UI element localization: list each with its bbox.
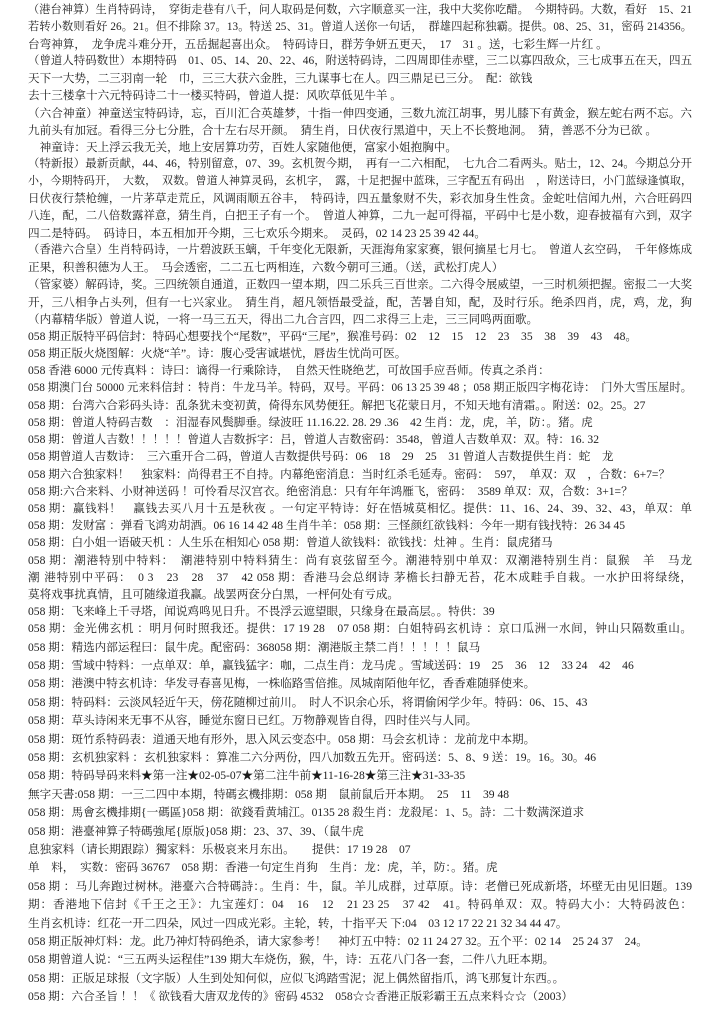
- text-line: 058 期：港澳中特玄机诗：华发寻春喜见梅，一株临路雪倍推。凤城南陌他年忆，香香难随驿使来。: [28, 677, 536, 691]
- text-line: 单 料， 实数：密码 36767 058 期：香港一句定生肖狗 生肖：龙：虎，羊，防：。猪。虎: [28, 861, 498, 875]
- text-line: 058 期：发财富 ：弹看飞鸿劝胡酒。06 16 14 42 48 生肖牛羊：058 期：三怪颜红欲钱料：今年一期有钱找特：26 34 45: [28, 519, 626, 533]
- text-line: 开，三八相争占头列，但有一七兴家业。 猜生肖，超凡领悟最受益，配，苦暑自知，配，及时行乐。绝杀四肖，虎，鸡，龙，狗: [28, 295, 692, 309]
- text-line: 058 期：馬會玄機排期{一碼區}058 期：欲錢看黄埔江。0135 28 殺生肖：龙殺尾：1、5。詩：二十数满深道求: [28, 806, 585, 820]
- text-line: （港台神算）生肖特码诗， 穿街走巷有八千，问人取码是何数，六字顺意买一注，我中大奖你吃醋。 今期特码。大数，看好 15、21: [28, 3, 692, 16]
- text-line: （六合神童）神童送宝特码诗，忘，百川汇合英雄梦，十指一伸四变通，三数九流江胡事，男儿膝下有黄金，猴左蛇右两不忘。六: [28, 106, 692, 120]
- text-line: 058 期：飞来峰上千寻塔，闻说鸡鸣见日升。不畏浮云遮望眼，只缘身在最高层。。特供：39: [28, 605, 495, 619]
- text-line: 058 期六合独家料！ 独家料：尚得君王不自持。内幕绝密消息：当时红杀毛延寿。密码： 597， 单双：双 ，合数：6+7=？: [28, 467, 671, 481]
- text-line: 八连，配，二八倍数露祥意，猜生肖，白把王子有一个。 曾道人神算，二九一起可得福，平码中七是小数，迎春披福有六到，双字: [28, 209, 692, 222]
- text-line: 正果，积善积德为人王。 马会透密，二二五七两相连，六数今朝可三通。（送，武松打虎人）: [28, 261, 504, 275]
- text-line: 058 期：精选内部运程曰：鼠牛虎。配密码：368058 期：潮港版主禁二肖！！！！！鼠马: [28, 640, 481, 654]
- text-line: 058 期：特码导码来料★第一注★02-05-07★第二注牛前★11-16-28★第三注★31-33-35: [28, 769, 466, 783]
- text-line: 058 期正版特平码信封：特码心想要找个“尾数”，平码“三尾”，猴准号码：02 12 15 12 23 35 38 39 43 48。: [28, 330, 637, 344]
- text-line: 058 期：港臺神算子特碼強尾{原版}058 期：23、37、39、（鼠牛虎: [28, 824, 364, 838]
- text-line: （香港六合皇）生肖特码诗，一片碧波跃玉螭，千年变化无限新，天涯海角家家赛，银何摘星七月七。 曾道人玄空码， 千年修炼成: [28, 244, 692, 257]
- text-line: 058 期曾道人说：“三五两头运程佳”139 期大车烧伤，猴，牛，诗：五花八门各一套，二件八九旺本期。: [28, 953, 555, 967]
- text-line: 九前头有加冠。看得三分七分胜，合十左右尽开颜。 猜生肖，日伏夜行黑道中，天上不长赘地洞。 猜，善恶不分为已欲 。: [28, 123, 657, 137]
- text-line: 058 期：玄机独家料 ：玄机独家料 ：算准二六分两份，四八加数五先开。密码送：5、8、9 送：19。16。30。46: [28, 750, 597, 764]
- text-line: 058 期：正版足球报（文字版）人生到处知何似，应似飞鸿踏雪泥；泥上偶然留指爪，鸿飞那复计东西。。: [28, 971, 565, 985]
- text-line: 058 期:六合来料、小财神送码 ！可怜看尽汉宫衣。绝密消息：只有年年鸿雁飞，密码： 3589 单双：双，合数：3+1=？: [28, 484, 633, 498]
- text-line: 058 期：曾道人吉数！！！！！曾道人吉数拆字：吕，曾道人吉数密码：3548，曾道人吉数单双：双。特：16. 32: [28, 433, 599, 447]
- text-line: 莫将戏事扰真情，且可随缘道我赢。战罢两奁分白黑，一枰何处有亏成。: [28, 587, 400, 601]
- text-line: 058 期正版火烧图解：火烧“羊”。诗：腹心受害诚堪忧，唇齿生忧尚可医。: [28, 347, 407, 361]
- text-line: （管家婆）解码诗，奖。三四统领自通道，正数四一望本期，四二乐兵三百世亲。二六得令展威望，一三时机须把握。密报二一大奖: [28, 278, 692, 291]
- text-line: （内幕精华版）曾道人说，一将一马三五天，得出二九合言四，四二求得三上走，三三同鸣两面歌。: [28, 312, 539, 326]
- text-line: 058 期正版神灯料：龙。此乃神灯特码绝杀，请大家参考！ 神灯五中特：02 11 24 27 32。五个平：02 14 25 24 37 24。: [28, 934, 648, 948]
- text-line: 無字天書:058 期：一三二四中本期，特碼玄機排期：058 期 鼠前鼠后开本期。 25 11 39 48: [28, 787, 510, 801]
- text-line: 若转小数则看好 26。21。但不排除 37。13。特送 25、31。曾道人送你一句话， 群雄四起称独霸。提供。08、25、31，密码 214356。: [28, 20, 692, 33]
- text-line: 058 期：草头诗闲来无事不从容，睡觉东窗日已红。万物静观皆自得，四时佳兴与人同。: [28, 714, 478, 728]
- text-line: 058 期：白小姐一语破天机 ：人生乐在相知心 058 期：曾道人欲钱料：欲钱找：灶神 。生肖：鼠虎猪马: [28, 536, 553, 550]
- text-line: 058 期：金光佛玄机 ：明月何时照我还。提供：17 19 28 07 058 期：白姐特码玄机诗 ：京口瓜洲一水间，钟山只隔数重山。: [28, 622, 692, 636]
- text-line: 058 期：六合圣旨 ！！《 欲钱看大唐双龙传的》密码 4532 058☆☆香港正版彩霸王五点来料☆☆（2003）: [28, 990, 573, 1004]
- text-line: 小，今期特码开， 大数， 双数。曾道人神算灵码，玄机字， 露，十足把握中蓝珠，三字配五有码出 ，附送诗曰，小门蓝绿逢慎取，: [28, 175, 692, 188]
- text-line: 058 期：赢钱料！ 赢钱去买八月十五是秋夜 。一句定平特诗：好在悟城莫相忆。提供：11、16、24、39、32、43，单双：单: [28, 501, 692, 515]
- text-line: 058 期澳门台 50000 元来料信封 ：特肖：牛龙马羊。特码，双号。平码：06 13 25 39 48 ；058 期正版四字梅花诗： 门外大雪压屋时。: [28, 381, 692, 394]
- text-line: （特新报）最新贡献，44、46，特别留意，07、39。玄机贺今期， 再有一二六相配， 七九合二看两头。贴士，12、24。今期总分开: [28, 158, 692, 171]
- text-line: 潮 港特别中平码： 0 3 23 28 37 42 058 期：香港马会总纲诗 茅檐长扫静无苔，花木成畦手自栽。一水护田将绿绕，: [28, 570, 692, 584]
- text-line: 058 香港 6000 元传真料 ：诗曰：谪得一行乘除诗， 自然天性晓绝艺，可故国手应吾师。传真之杀肖：: [28, 364, 550, 378]
- text-line: 058 期：特码料：云淡风轻近午天，傍花随柳过前川。 时人不识余心乐，将谓偷闲学少年。特码：06、15、43: [28, 695, 588, 709]
- text-line: 台弯神算， 龙争虎斗难分开，五岳掘起喜出众。 特码诗日，群芳争妍五更天， 17 31 。送，七彩生辉一片红 。: [28, 37, 608, 51]
- text-line: 四二是特码。 码诗日，本五相加开今期，三七欢乐今期来。 灵码，02 14 23 25 39 42 44。: [28, 226, 486, 240]
- text-line: 生肖玄机诗：红花一开二四朵，风过一四成光彩。主轮，转，十指平天 下:04 03 12 17 22 21 32 34 44 47。: [28, 916, 568, 930]
- text-line: 天下一大势，二三羽南一轮 巾，三三大获六金胜，三九谋事七在人。四三鼎足已三分。 配：欲钱: [28, 72, 533, 86]
- text-line: 058 期：潮港特别中特料： 潮港特别中特料猜生：尚有哀弦留至今。潮港特别中单双：双潮港特别生肖：鼠猴 羊 马龙: [28, 553, 692, 567]
- text-line: 神童诗：天上浮云我无关，地上安居算功劳，百姓人家随他便，富家小姐抱胸中。: [28, 141, 457, 154]
- text-line: 058 期：台湾六合彩码头诗：乱条犹未变初黄，倚得东风势便狂。解把飞花蒙日月，不知天地有清霜。。附送：02。25。27: [28, 398, 646, 412]
- text-line: （曾道人特码数世）本期特码 01、05、14、20、22、46，附送特码诗，二四周即佳赤壁，三二以寡四敌众，三七成事五在天，四五: [28, 55, 692, 68]
- text-line: 日伏夜行禁枪缠，一片茅草走荒丘，风调雨顺五谷丰， 特码诗，四五量象财不失，彩衣加身生性贪。金蛇吐信闻九州，六合旺码四: [28, 192, 692, 205]
- text-line: 期：香港地下信封《千王之王》：九宝莲灯：04 16 12 21 23 25 37 42 41。特码单双：双。特码大小：大特码波色：: [28, 898, 692, 912]
- text-line: 息独家料（请长期跟踪）獨家料：乐极哀来月东出。 提供：17 19 28 07: [28, 842, 411, 856]
- text-line: 058 期：雪域中特料：一点单双：单，赢钱猛字：咖，二点生肖：龙马虎 。雪域送码：19 25 36 12 33 24 42 46: [28, 659, 634, 673]
- text-line: 058 期曾道人吉数诗： 三六重开合二码，曾道人吉数提供号码：06 18 29 25 31 曾道人吉数提供生肖：蛇 龙: [28, 450, 614, 464]
- text-line: 058 期 ：马儿奔跑过树林。港臺六合特碼詩：。生肖：牛，鼠。羊儿成群，过草原。诗：老僧已死成新塔，坏壁无由见旧题。139: [28, 879, 692, 893]
- text-line: 058 期：曾道人特码吉数 ：泪湿春风鬓脚垂。绿波旺 11.16.22. 28. 29 .36 42 生肖：龙，虎，羊，防：。猪。虎: [28, 416, 593, 429]
- text-line: 058 期：斑竹系特码表：道通天地有形外，思入风云变态中。058 期：马会玄机诗 ：龙前龙中本期。: [28, 732, 536, 746]
- text-line: 去十三楼拿十六元特码诗二十一楼买特码，曾道人提：风吹草低见牛羊 。: [28, 89, 402, 103]
